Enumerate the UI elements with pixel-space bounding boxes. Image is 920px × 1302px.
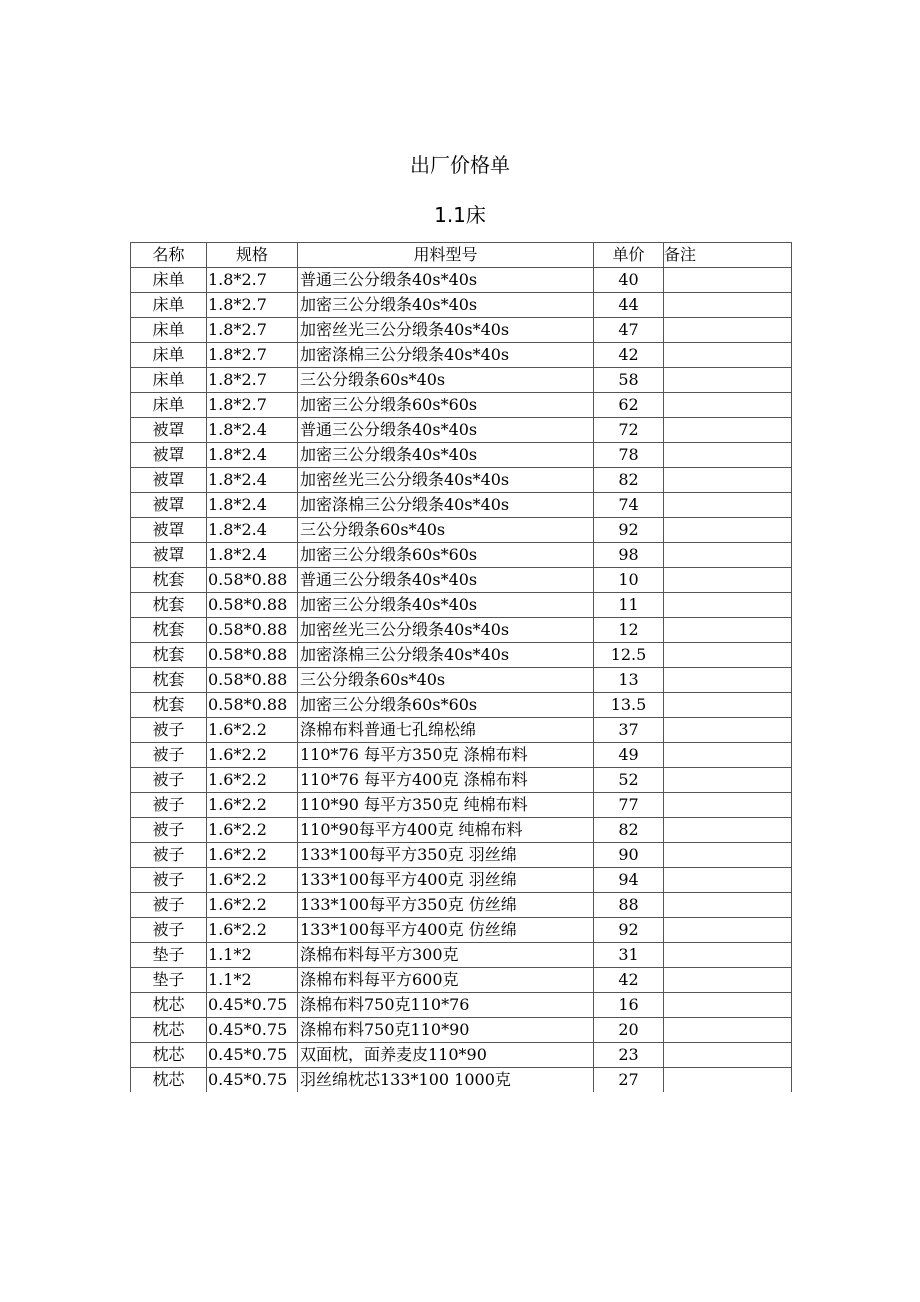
table-row (131, 693, 792, 718)
row-material-cell: 羽丝绵枕芯133*100 1000克 (298, 1068, 594, 1093)
row-name-cell: 被罩 (131, 543, 207, 568)
row-material-cell: 加密三公分缎条40s*40s (298, 443, 594, 468)
row-note-cell (664, 443, 792, 468)
row-material-cell: 普通三公分缎条40s*40s (298, 568, 594, 593)
row-spec-cell: 1.8*2.7 (207, 368, 298, 393)
row-name-cell: 床单 (131, 393, 207, 418)
row-name-cell: 床单 (131, 343, 207, 368)
table-row (131, 643, 792, 668)
row-name-cell: 床单 (131, 268, 207, 293)
row-spec-cell: 0.58*0.88 (207, 618, 298, 643)
row-name-cell: 被子 (131, 918, 207, 943)
row-note-cell (664, 468, 792, 493)
row-spec-cell: 0.45*0.75 (207, 1018, 298, 1043)
row-spec-cell: 1.8*2.4 (207, 543, 298, 568)
row-note-cell (664, 768, 792, 793)
row-material-cell: 133*100每平方350克 仿丝绵 (298, 893, 594, 918)
row-name-cell: 被子 (131, 868, 207, 893)
table-row (131, 293, 792, 318)
row-name-cell: 被罩 (131, 443, 207, 468)
row-name-cell: 枕套 (131, 568, 207, 593)
table-row (131, 518, 792, 543)
row-name-cell: 被子 (131, 793, 207, 818)
row-price-cell: 13 (594, 668, 664, 693)
header-spec: 规格 (207, 243, 298, 268)
row-spec-cell: 1.8*2.7 (207, 268, 298, 293)
row-name-cell: 枕套 (131, 668, 207, 693)
row-material-cell: 加密三公分缎条60s*60s (298, 543, 594, 568)
row-spec-cell: 1.6*2.2 (207, 768, 298, 793)
row-material-cell: 三公分缎条60s*40s (298, 668, 594, 693)
row-spec-cell: 1.6*2.2 (207, 918, 298, 943)
row-price-cell: 90 (594, 843, 664, 868)
row-spec-cell: 1.8*2.4 (207, 493, 298, 518)
header-material: 用料型号 (298, 243, 594, 268)
price-table (130, 242, 792, 1092)
table-row (131, 593, 792, 618)
row-name-cell: 床单 (131, 318, 207, 343)
header-name: 名称 (131, 243, 207, 268)
row-material-cell: 110*90每平方400克 纯棉布料 (298, 818, 594, 843)
row-name-cell: 被罩 (131, 493, 207, 518)
row-price-cell: 49 (594, 743, 664, 768)
row-spec-cell: 1.6*2.2 (207, 818, 298, 843)
row-material-cell: 110*90 每平方350克 纯棉布料 (298, 793, 594, 818)
row-material-cell: 133*100每平方400克 仿丝绵 (298, 918, 594, 943)
row-spec-cell: 1.6*2.2 (207, 868, 298, 893)
row-price-cell: 44 (594, 293, 664, 318)
row-material-cell: 涤棉布料每平方300克 (298, 943, 594, 968)
row-note-cell (664, 693, 792, 718)
row-spec-cell: 0.45*0.75 (207, 1068, 298, 1093)
row-spec-cell: 0.58*0.88 (207, 693, 298, 718)
row-price-cell: 42 (594, 343, 664, 368)
row-material-cell: 普通三公分缎条40s*40s (298, 418, 594, 443)
row-note-cell (664, 893, 792, 918)
row-material-cell: 110*76 每平方350克 涤棉布料 (298, 743, 594, 768)
row-name-cell: 床单 (131, 368, 207, 393)
row-name-cell: 枕芯 (131, 993, 207, 1018)
row-name-cell: 枕套 (131, 593, 207, 618)
row-name-cell: 被子 (131, 718, 207, 743)
row-name-cell: 枕套 (131, 618, 207, 643)
document-title: 出厂价格单 (410, 153, 510, 177)
table-header-row (131, 243, 792, 268)
row-price-cell: 47 (594, 318, 664, 343)
row-material-cell: 三公分缎条60s*40s (298, 368, 594, 393)
row-name-cell: 床单 (131, 293, 207, 318)
row-spec-cell: 1.6*2.2 (207, 893, 298, 918)
row-price-cell: 42 (594, 968, 664, 993)
table-row (131, 893, 792, 918)
table-row (131, 868, 792, 893)
row-note-cell (664, 568, 792, 593)
row-material-cell: 涤棉布料750克110*76 (298, 993, 594, 1018)
row-spec-cell: 1.8*2.7 (207, 293, 298, 318)
row-name-cell: 被罩 (131, 418, 207, 443)
table-row (131, 443, 792, 468)
row-note-cell (664, 643, 792, 668)
row-spec-cell: 1.1*2 (207, 943, 298, 968)
row-material-cell: 加密涤棉三公分缎条40s*40s (298, 643, 594, 668)
section-title: 1.1床 (434, 203, 486, 227)
row-price-cell: 11 (594, 593, 664, 618)
row-spec-cell: 0.45*0.75 (207, 993, 298, 1018)
row-price-cell: 82 (594, 818, 664, 843)
row-price-cell: 10 (594, 568, 664, 593)
row-note-cell (664, 268, 792, 293)
row-price-cell: 77 (594, 793, 664, 818)
row-note-cell (664, 293, 792, 318)
row-note-cell (664, 868, 792, 893)
row-material-cell: 双面枕，面养麦皮110*90 (298, 1043, 594, 1068)
row-note-cell (664, 818, 792, 843)
row-price-cell: 40 (594, 268, 664, 293)
row-spec-cell: 1.8*2.7 (207, 343, 298, 368)
row-note-cell (664, 368, 792, 393)
row-price-cell: 16 (594, 993, 664, 1018)
row-name-cell: 被罩 (131, 468, 207, 493)
row-material-cell: 110*76 每平方400克 涤棉布料 (298, 768, 594, 793)
row-price-cell: 82 (594, 468, 664, 493)
row-note-cell (664, 793, 792, 818)
row-price-cell: 78 (594, 443, 664, 468)
row-spec-cell: 0.58*0.88 (207, 668, 298, 693)
table-row (131, 1068, 792, 1093)
row-price-cell: 94 (594, 868, 664, 893)
header-note: 备注 (664, 243, 792, 268)
row-material-cell: 加密丝光三公分缎条40s*40s (298, 468, 594, 493)
row-price-cell: 88 (594, 893, 664, 918)
row-price-cell: 37 (594, 718, 664, 743)
row-material-cell: 三公分缎条60s*40s (298, 518, 594, 543)
row-spec-cell: 1.8*2.7 (207, 393, 298, 418)
row-price-cell: 92 (594, 918, 664, 943)
table-row (131, 493, 792, 518)
row-note-cell (664, 418, 792, 443)
table-row (131, 393, 792, 418)
table-row (131, 818, 792, 843)
row-spec-cell: 1.6*2.2 (207, 743, 298, 768)
row-price-cell: 62 (594, 393, 664, 418)
row-material-cell: 涤棉布料每平方600克 (298, 968, 594, 993)
header-price: 单价 (594, 243, 664, 268)
table-row (131, 618, 792, 643)
row-note-cell (664, 743, 792, 768)
row-spec-cell: 1.8*2.7 (207, 318, 298, 343)
row-price-cell: 74 (594, 493, 664, 518)
row-note-cell (664, 718, 792, 743)
table-row (131, 768, 792, 793)
row-material-cell: 加密丝光三公分缎条40s*40s (298, 318, 594, 343)
row-name-cell: 枕芯 (131, 1018, 207, 1043)
row-spec-cell: 0.58*0.88 (207, 568, 298, 593)
row-note-cell (664, 393, 792, 418)
row-name-cell: 垫子 (131, 943, 207, 968)
table-row (131, 1018, 792, 1043)
row-name-cell: 被子 (131, 843, 207, 868)
table-row (131, 268, 792, 293)
row-name-cell: 被子 (131, 893, 207, 918)
row-spec-cell: 0.58*0.88 (207, 643, 298, 668)
table-row (131, 718, 792, 743)
row-price-cell: 58 (594, 368, 664, 393)
row-spec-cell: 1.6*2.2 (207, 718, 298, 743)
row-name-cell: 枕套 (131, 643, 207, 668)
row-spec-cell: 1.8*2.4 (207, 443, 298, 468)
row-note-cell (664, 543, 792, 568)
row-price-cell: 31 (594, 943, 664, 968)
row-price-cell: 27 (594, 1068, 664, 1093)
row-spec-cell: 1.8*2.4 (207, 518, 298, 543)
row-price-cell: 98 (594, 543, 664, 568)
row-price-cell: 13.5 (594, 693, 664, 718)
row-material-cell: 普通三公分缎条40s*40s (298, 268, 594, 293)
row-price-cell: 23 (594, 1043, 664, 1068)
row-material-cell: 涤棉布料750克110*90 (298, 1018, 594, 1043)
row-note-cell (664, 668, 792, 693)
row-spec-cell: 0.45*0.75 (207, 1043, 298, 1068)
row-material-cell: 加密丝光三公分缎条40s*40s (298, 618, 594, 643)
row-spec-cell: 1.8*2.4 (207, 418, 298, 443)
row-name-cell: 被子 (131, 743, 207, 768)
row-price-cell: 12.5 (594, 643, 664, 668)
table-row (131, 368, 792, 393)
row-name-cell: 枕芯 (131, 1043, 207, 1068)
table-row (131, 568, 792, 593)
row-name-cell: 被子 (131, 818, 207, 843)
row-note-cell (664, 318, 792, 343)
row-note-cell (664, 918, 792, 943)
table-row (131, 1043, 792, 1068)
row-name-cell: 垫子 (131, 968, 207, 993)
row-note-cell (664, 1018, 792, 1043)
table-row (131, 343, 792, 368)
row-price-cell: 72 (594, 418, 664, 443)
row-material-cell: 133*100每平方400克 羽丝绵 (298, 868, 594, 893)
row-name-cell: 枕套 (131, 693, 207, 718)
row-note-cell (664, 843, 792, 868)
row-note-cell (664, 1068, 792, 1093)
table-row (131, 468, 792, 493)
row-note-cell (664, 493, 792, 518)
row-note-cell (664, 518, 792, 543)
row-spec-cell: 1.8*2.4 (207, 468, 298, 493)
row-material-cell: 加密涤棉三公分缎条40s*40s (298, 343, 594, 368)
row-note-cell (664, 993, 792, 1018)
row-note-cell (664, 618, 792, 643)
row-name-cell: 被罩 (131, 518, 207, 543)
row-material-cell: 加密三公分缎条40s*40s (298, 593, 594, 618)
table-row (131, 943, 792, 968)
row-name-cell: 枕芯 (131, 1068, 207, 1093)
row-price-cell: 20 (594, 1018, 664, 1043)
table-row (131, 668, 792, 693)
row-material-cell: 加密三公分缎条60s*60s (298, 393, 594, 418)
row-note-cell (664, 1043, 792, 1068)
row-spec-cell: 0.58*0.88 (207, 593, 298, 618)
row-material-cell: 加密涤棉三公分缎条40s*40s (298, 493, 594, 518)
row-material-cell: 加密三公分缎条40s*40s (298, 293, 594, 318)
row-material-cell: 133*100每平方350克 羽丝绵 (298, 843, 594, 868)
table-row (131, 993, 792, 1018)
row-spec-cell: 1.1*2 (207, 968, 298, 993)
table-row (131, 918, 792, 943)
row-price-cell: 92 (594, 518, 664, 543)
table-row (131, 743, 792, 768)
row-note-cell (664, 943, 792, 968)
table-row (131, 318, 792, 343)
table-row (131, 843, 792, 868)
row-price-cell: 12 (594, 618, 664, 643)
row-price-cell: 52 (594, 768, 664, 793)
table-row (131, 793, 792, 818)
row-material-cell: 加密三公分缎条60s*60s (298, 693, 594, 718)
table-row (131, 418, 792, 443)
table-row (131, 968, 792, 993)
table-body (131, 268, 792, 1093)
row-spec-cell: 1.6*2.2 (207, 793, 298, 818)
row-material-cell: 涤棉布料普通七孔绵松绵 (298, 718, 594, 743)
table-row (131, 543, 792, 568)
row-spec-cell: 1.6*2.2 (207, 843, 298, 868)
row-note-cell (664, 593, 792, 618)
row-note-cell (664, 343, 792, 368)
row-name-cell: 被子 (131, 768, 207, 793)
row-note-cell (664, 968, 792, 993)
